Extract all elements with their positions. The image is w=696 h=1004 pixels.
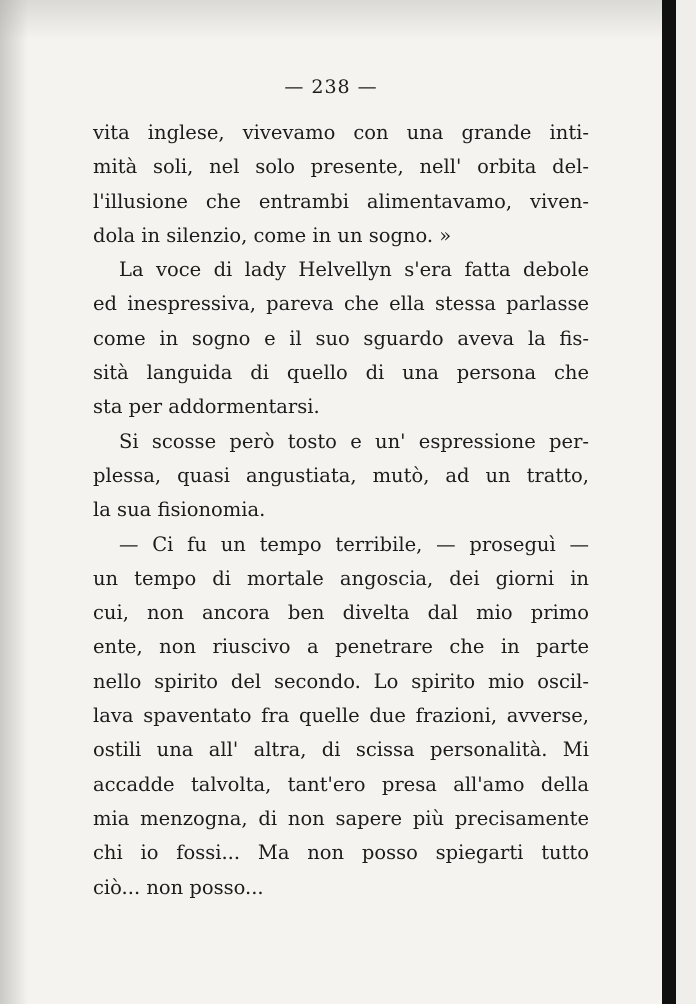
- text-line: mità soli, nel solo presente, nell' orbita del-: [93, 155, 589, 179]
- text-line: ed inespressiva, pareva che ella stessa parlasse: [93, 292, 589, 316]
- text-line: chi io fossi... Ma non posso spiegarti tutto: [93, 841, 589, 865]
- text-line: Si scosse però tosto e un' espressione per-: [119, 429, 589, 453]
- text-line: sta per addormentarsi.: [93, 395, 320, 419]
- text-line: cui, non ancora ben divelta dal mio primo: [93, 601, 589, 625]
- text-line: — Ci fu un tempo terribile, — proseguì —: [119, 532, 589, 556]
- next-page-edge: [676, 0, 696, 1004]
- page-edge-shadow: [662, 0, 676, 1004]
- text-line: dola in silenzio, come in un sogno. »: [93, 223, 452, 247]
- body-text: [93, 116, 589, 905]
- text-line: un tempo di mortale angoscia, dei giorni in: [93, 566, 589, 590]
- text-line: ciò... non posso...: [93, 875, 264, 899]
- text-line: ente, non riuscivo a penetrare che in parte: [93, 635, 589, 659]
- text-line: La voce di lady Helvellyn s'era fatta debole: [119, 258, 589, 282]
- page-number: — 238 —: [284, 76, 378, 98]
- text-line: la sua fisionomia.: [93, 498, 266, 522]
- text-line: sità languida di quello di una persona che: [93, 361, 589, 385]
- text-line: plessa, quasi angustiata, mutò, ad un tratto,: [93, 463, 589, 487]
- text-line: l'illusione che entrambi alimentavamo, viven-: [93, 189, 589, 213]
- text-line: ostili una all' altra, di scissa personalità. Mi: [93, 738, 589, 762]
- text-line: vita inglese, vivevamo con una grande inti-: [93, 121, 589, 144]
- text-line: nello spirito del secondo. Lo spirito mio oscil-: [93, 669, 589, 693]
- text-line: come in sogno e il suo sguardo aveva la fis-: [93, 326, 589, 350]
- text-line: lava spaventato fra quelle due frazioni, avverse,: [93, 704, 589, 728]
- text-line: mia menzogna, di non sapere più precisamente: [93, 806, 589, 830]
- text-line: accadde talvolta, tant'ero presa all'amo della: [93, 772, 589, 796]
